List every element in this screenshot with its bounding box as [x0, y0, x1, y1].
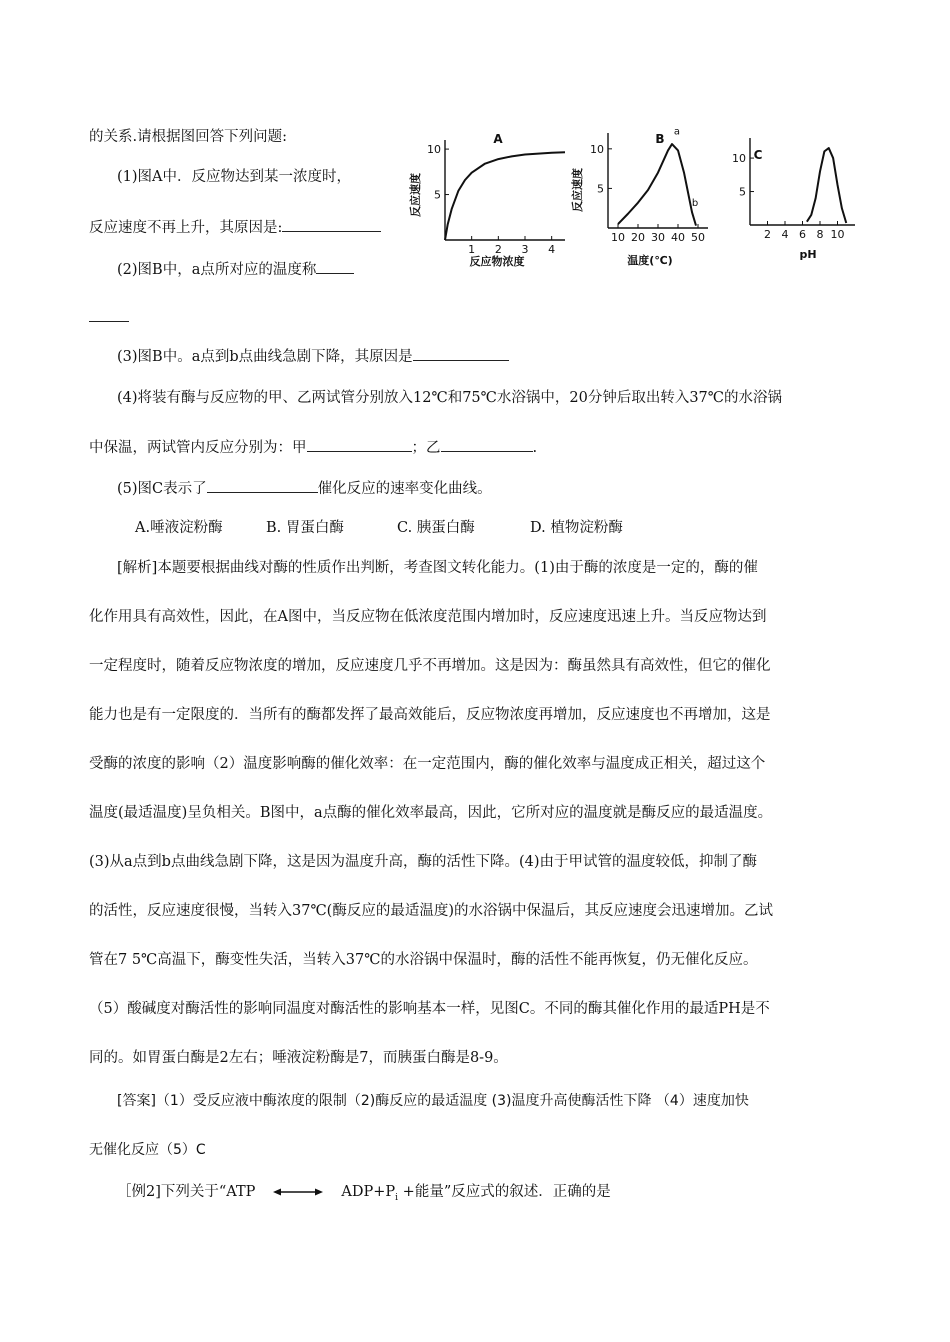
analysis-line: 化作用具有高效性，因此，在A图中，当反应物在低浓度范围内增加时，反应速度迅速上升。当反应物达到: [89, 609, 767, 625]
answer-blank[interactable]: [89, 307, 129, 322]
analysis-line: 温度(最适温度)呈负相关。B图中，a点酶的催化效率最高，因此，它所对应的温度就是酶反应的最适温度。: [89, 805, 773, 821]
chart-b: [568, 115, 718, 270]
option-a[interactable]: A.唾液淀粉酶: [135, 520, 223, 536]
answer-blank[interactable]: [413, 346, 509, 361]
y-tick-label: 10: [732, 152, 746, 166]
x-tick-label: 50: [691, 231, 705, 244]
y-axis-label: 反应速度: [571, 168, 584, 212]
chart-a: [405, 125, 575, 270]
x-axis-label: 温度(℃): [627, 254, 673, 267]
question-2: (2)图B中，a点所对应的温度称: [117, 259, 354, 280]
y-axis-label: 反应速度: [409, 173, 422, 217]
answer-blank-jia[interactable]: [307, 437, 412, 452]
x-tick-label: 8: [816, 228, 824, 241]
y-tick-label: 10: [590, 142, 604, 156]
x-tick-label: 10: [611, 231, 625, 244]
x-tick-label: 2: [764, 228, 771, 241]
question-intro: 的关系.请根据图回答下列问题:: [89, 129, 287, 145]
y-tick-label: 5: [597, 182, 604, 196]
x-tick-label: 6: [799, 228, 806, 241]
option-d[interactable]: D. 植物淀粉酶: [530, 520, 623, 536]
x-tick-label: 40: [671, 231, 685, 244]
analysis-line: 的活性，反应速度很慢，当转入37℃(酶反应的最适温度)的水浴锅中保温后，其反应速度会迅速增加。乙试: [89, 903, 773, 919]
x-tick-label: 30: [651, 231, 665, 244]
answer-line-1: [答案]（1）受反应液中酶浓度的限制（2)酶反应的最适温度 (3)温度升高使酶活性下降 （4）速度加快: [117, 1093, 749, 1109]
x-tick-label: 1: [468, 243, 476, 256]
question-2-continuation[interactable]: [89, 307, 129, 328]
chart-c: [725, 130, 860, 270]
annotation-a: a: [673, 126, 681, 138]
answer-blank[interactable]: [316, 259, 354, 274]
question-5: (5)图C表示了 催化反应的速率变化曲线。: [117, 478, 492, 499]
answer-blank-yi[interactable]: [441, 437, 533, 452]
question-1-line-2: 反应速度不再上升，其原因是:: [89, 217, 381, 238]
data-curve: [807, 148, 846, 223]
analysis-line: 一定程度时，随着反应物浓度的增加，反应速度几乎不再增加。这是因为：酶虽然具有高效性，但它的催化: [89, 658, 771, 674]
analysis-line: 同的。如胃蛋白酶是2左右；唾液淀粉酶是7，而胰蛋白酶是8-9。: [89, 1050, 508, 1066]
x-tick-label: 20: [631, 231, 645, 244]
reversible-arrow-icon: [273, 1187, 323, 1197]
y-tick-label: 5: [739, 185, 746, 199]
chart-title: B: [655, 132, 665, 146]
answer-blank[interactable]: [207, 478, 318, 493]
data-curve: [445, 152, 565, 240]
y-tick-label: 10: [427, 143, 441, 157]
question-4-line-1: (4)将装有酶与反应物的甲、乙两试管分别放入12℃和75℃水浴锅中，20分钟后取出转入37℃的水浴锅: [117, 390, 783, 406]
answer-blank[interactable]: [282, 217, 381, 232]
analysis-line: （5）酸碱度对酶活性的影响同温度对酶活性的影响基本一样，见图C。不同的酶其催化作用的最适PH是不: [89, 1001, 770, 1017]
analysis-line: 能力也是有一定限度的．当所有的酶都发挥了最高效能后，反应物浓度再增加，反应速度也不再增加，这是: [89, 707, 771, 723]
analysis-line: (3)从a点到b点曲线急剧下降，这是因为温度升高，酶的活性下降。(4)由于甲试管的温度较低，抑制了酶: [89, 854, 758, 870]
analysis-line: 受酶的浓度的影响（2）温度影响酶的催化效率：在一定范围内，酶的催化效率与温度成正相关，超过这个: [89, 756, 766, 772]
example-2: ［例2]下列关于“ATP $ADP+P_i$ +能量”反应式的叙述．正确的是: [117, 1184, 611, 1203]
option-b[interactable]: B. 胃蛋白酶: [266, 520, 344, 536]
x-tick-label: 2: [494, 243, 502, 256]
analysis-line: [解析]本题要根据曲线对酶的性质作出判断，考查图文转化能力。(1)由于酶的浓度是一定的，酶的催: [117, 560, 758, 576]
data-curve: [618, 144, 699, 226]
question-3: (3)图B中。a点到b点曲线急剧下降，其原因是: [117, 346, 509, 367]
option-c[interactable]: C. 胰蛋白酶: [397, 520, 475, 536]
x-axis-label: 反应物浓度: [469, 255, 525, 268]
x-tick-label: 4: [781, 228, 789, 241]
x-tick-label: 3: [521, 243, 529, 256]
question-1-line-1: (1)图A中．反应物达到某一浓度时，: [117, 169, 352, 185]
x-axis-label: pH: [799, 248, 817, 261]
answer-line-2: 无催化反应（5）C: [89, 1142, 206, 1158]
x-tick-label: 10: [830, 228, 845, 241]
question-4-line-2: 中保温，两试管内反应分别为：甲 ；乙 .: [89, 437, 537, 458]
analysis-line: 管在7 5℃高温下，酶变性失活，当转入37℃的水浴锅中保温时，酶的活性不能再恢复，仍无催化反应。: [89, 952, 758, 968]
y-tick-label: 5: [434, 188, 441, 202]
x-tick-label: 4: [548, 243, 556, 256]
chart-title: C: [753, 148, 763, 162]
annotation-b: b: [691, 197, 699, 209]
chart-title: A: [493, 132, 503, 146]
